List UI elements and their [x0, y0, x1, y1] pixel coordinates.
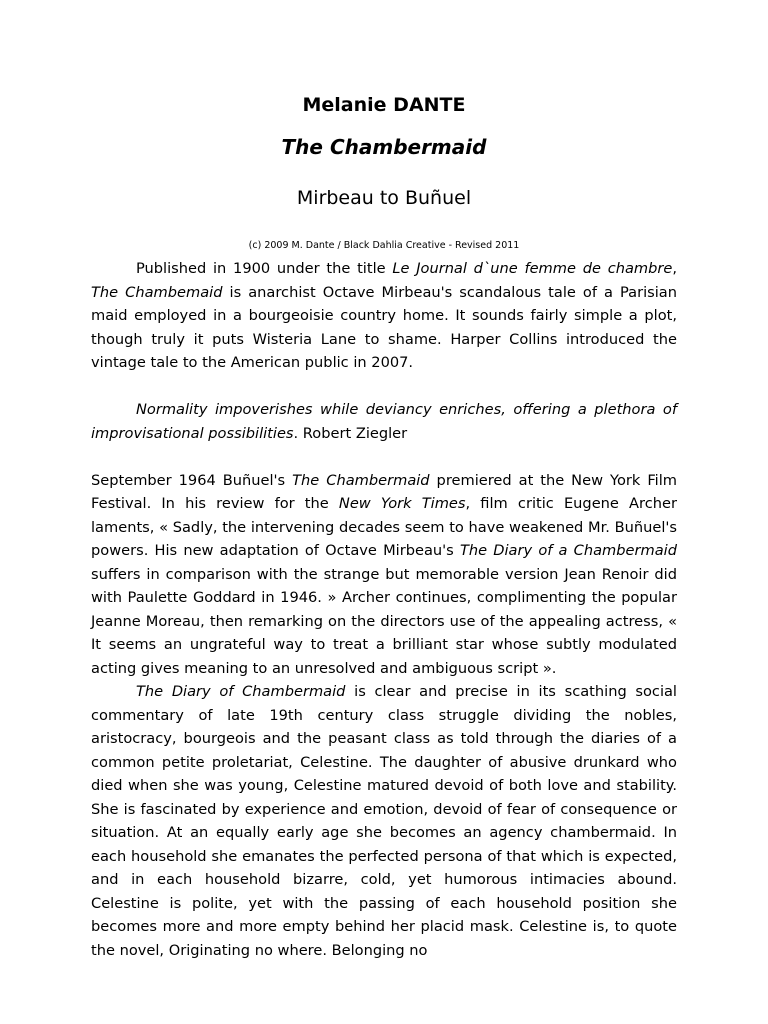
- italic-film-title: The Chambermaid: [292, 471, 430, 489]
- paragraph-text: September 1964 Buñuel's: [91, 471, 293, 489]
- epigraph-quote: [91, 398, 677, 445]
- paragraph-text: Published in 1900 under the title: [136, 260, 393, 277]
- paragraph-text: ,: [672, 260, 678, 277]
- document-body: [91, 257, 677, 962]
- italic-film-title: The Diary of a Chambermaid: [459, 542, 677, 559]
- quote-text: Normality impoverishes while deviancy enriches, offering a plethora of improvisational possibilities: [91, 401, 677, 442]
- paragraph-intro: [91, 257, 677, 375]
- italic-french-title: Le Journal d`une femme de chambre: [392, 260, 673, 277]
- italic-newspaper-title: New York Times: [338, 495, 466, 512]
- italic-book-title: The Chambemaid: [91, 283, 223, 301]
- paragraph-spacer: [91, 375, 677, 399]
- document-title: The Chambermaid: [281, 135, 487, 159]
- paragraph-spacer: [91, 445, 677, 469]
- paragraph-text: suffers in comparison with the strange but memorable version Jean Renoir did with Paulette Goddard in 1946. » Archer continues, complimenting the popular Jeanne Moreau, then remarking on the directors use of the appealing actress, « It seems an ungrateful way to treat a brilliant star whose subtly modulated acting gives meaning to an unresolved and ambiguous script ».: [91, 565, 677, 677]
- italic-film-title: The Diary of Chambermaid: [136, 683, 346, 700]
- copyright-notice: (c) 2009 M. Dante / Black Dahlia Creative - Revised 2011: [248, 240, 520, 251]
- paragraph-review: [91, 469, 677, 681]
- paragraph-text: is anarchist Octave Mirbeau's scandalous tale of a Parisian maid employed in a bourgeoisie country home. It sounds fairly simple a plot, though truly it puts Wisteria Lane to shame. Harper Collins introduced the vintage tale to the American public in 2007.: [91, 283, 677, 371]
- paragraph-text: is clear and precise in its scathing social commentary of late 19th century class struggle dividing the nobles, aristocracy, bourgeois and the peasant class as told through the diaries of a common petite proletariat, Celestine. The daughter of abusive drunkard who died when she was young, Celestine matured devoid of both love and stability. She is fascinated by experience and emotion, devoid of fear of consequence or situation. At an equally early age she becomes an agency chambermaid. In each household she emanates the perfected persona of that which is expected, and in each household bizarre, cold, yet humorous intimacies abound. Celestine is polite, yet with the passing of each household position she becomes more and more empty behind her placid mask. Celestine is, to quote the novel, Originating no where. Belonging no: [91, 683, 677, 959]
- paragraph-analysis: [91, 680, 677, 962]
- document-subtitle: Mirbeau to Buñuel: [296, 187, 472, 209]
- paragraph-text: premiered at the New York Film Festival. In his review for the: [91, 471, 677, 512]
- quote-attribution: . Robert Ziegler: [293, 424, 408, 442]
- author-name: Melanie DANTE: [302, 94, 466, 116]
- paragraph-text: , film critic Eugene Archer laments, « Sadly, the intervening decades seem to have weakened Mr. Buñuel's powers. His new adaptation of Octave Mirbeau's: [91, 495, 677, 559]
